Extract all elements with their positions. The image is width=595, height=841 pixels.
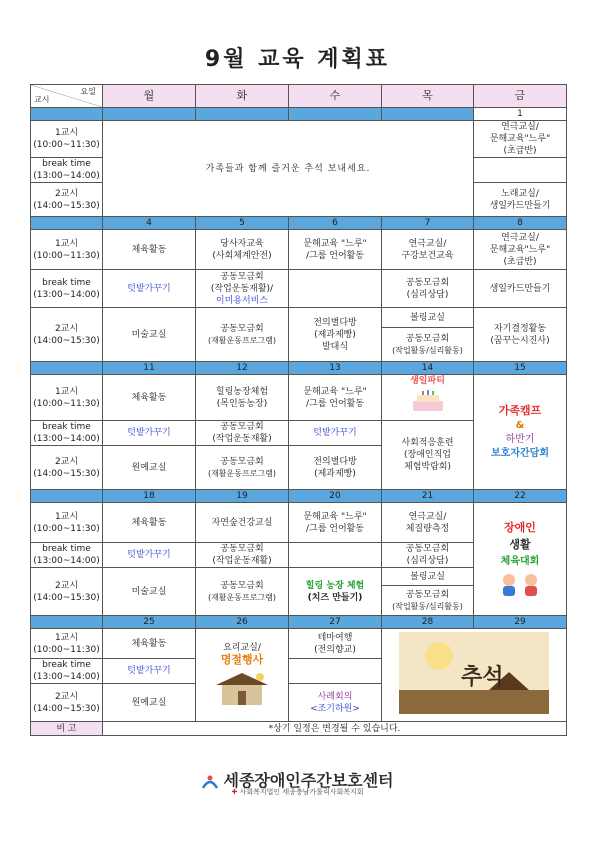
date-cell: 8: [474, 217, 567, 230]
date-cell: 1: [474, 108, 567, 121]
period-label: 2교시 (14:00~15:30): [31, 568, 103, 616]
week1-dates: [31, 108, 567, 121]
cell: 사회적응훈련 (장애인직업 체험박람회): [382, 421, 474, 490]
cell: 노래교실/ 생일카드만들기: [474, 183, 567, 217]
birthday-cake-icon: [405, 389, 451, 413]
chuseok-image: [382, 629, 567, 722]
cell: 자기결정활동 (꿈꾸는시진사): [474, 308, 567, 362]
date-cell: 13: [289, 362, 382, 375]
cell: 힐링 농장 체험 (치즈 만들기): [289, 568, 382, 616]
day-wed: 수: [289, 85, 382, 108]
cell: [474, 503, 567, 616]
cell: 전의별다방 (제과제빵) 발대식: [289, 308, 382, 362]
week5-dates: [31, 616, 567, 629]
cell: [474, 158, 567, 183]
cell: 테마여행 (전의향교): [289, 629, 382, 659]
cell: 요리교실/ 명절행사: [196, 629, 289, 722]
date-cell: 7: [382, 217, 474, 230]
chuseok-illustration: [399, 632, 549, 714]
date-cell: 29: [474, 616, 567, 629]
birthday-party-label: 생일파티: [410, 376, 445, 386]
cell: [289, 270, 382, 308]
week2-dates: [31, 217, 567, 230]
period-label: break time (13:00~14:00): [31, 421, 103, 446]
date-cell: [31, 362, 103, 375]
date-cell: [289, 108, 382, 121]
date-cell: [382, 108, 474, 121]
week3-p1: [31, 375, 567, 421]
cell: 연극교실/ 문해교육"느루" (초급반): [474, 230, 567, 270]
cell: [289, 659, 382, 684]
family-camp-poster: 가족캠프 & 하반기 보호자간담회: [491, 403, 549, 459]
cell: 당사자교육 (사회체계안전): [196, 230, 289, 270]
date-cell: [31, 217, 103, 230]
cell: 힐링농장체험 (목인동농장): [196, 375, 289, 421]
cell: 체육활동: [103, 375, 196, 421]
date-cell: 12: [196, 362, 289, 375]
page-title: 9월 교육 계획표: [204, 47, 391, 72]
cell: 연극교실/ 구강보건교육: [382, 230, 474, 270]
period-label: 2교시 (14:00~15:30): [31, 446, 103, 490]
date-cell: 28: [382, 616, 474, 629]
period-label: 2교시 (14:00~15:30): [31, 308, 103, 362]
date-cell: 11: [103, 362, 196, 375]
cell: 전의별다방 (제과제빵): [289, 446, 382, 490]
period-label: 2교시 (14:00~15:30): [31, 684, 103, 722]
week1-p1: [31, 121, 567, 158]
cell: 사례회의 <조기하원>: [289, 684, 382, 722]
cell: 텃밭가꾸기: [103, 543, 196, 568]
period-label: 1교시 (10:00~11:30): [31, 375, 103, 421]
week4-dates: [31, 490, 567, 503]
day-fri: 금: [474, 85, 567, 108]
date-cell: 14: [382, 362, 474, 375]
cell: 자연숲건강교실: [196, 503, 289, 543]
day-mon: 월: [103, 85, 196, 108]
cell: 공동모금회 (작업활동/심리활동): [382, 328, 474, 362]
date-cell: [103, 108, 196, 121]
cell: 텃밭가꾸기: [103, 659, 196, 684]
date-cell: 25: [103, 616, 196, 629]
period-label: 1교시 (10:00~11:30): [31, 503, 103, 543]
cell: 체육활동: [103, 230, 196, 270]
week2-p2a: [31, 308, 567, 328]
week3-dates: [31, 362, 567, 375]
date-cell: [31, 108, 103, 121]
cell: 공동모금회 (재활운동프로그램): [196, 308, 289, 362]
period-label: 1교시 (10:00~11:30): [31, 121, 103, 158]
cell: [474, 375, 567, 490]
day-tue: 화: [196, 85, 289, 108]
cell: 볼링교실: [382, 568, 474, 586]
cell: 체육활동: [103, 503, 196, 543]
date-cell: [31, 616, 103, 629]
cell: 공동모금회 (작업운동재활): [196, 543, 289, 568]
cross-icon: ✚: [231, 788, 238, 796]
chuseok-text: 추석: [461, 664, 504, 690]
period-label: break time (13:00~14:00): [31, 659, 103, 684]
cell: 공동모금회 (재활운동프로그램): [196, 568, 289, 616]
cell: 원예교실: [103, 684, 196, 722]
cell: 미술교실: [103, 568, 196, 616]
cell: 생일카드만들기: [474, 270, 567, 308]
center-name: 세종장애인주간보호센터: [0, 768, 595, 791]
remark-label: 비 고: [31, 722, 103, 736]
date-cell: 18: [103, 490, 196, 503]
period-label: break time (13:00~14:00): [31, 543, 103, 568]
header-row: [31, 85, 567, 108]
date-cell: 20: [289, 490, 382, 503]
corner-cell: [31, 85, 103, 108]
cell: 체육활동: [103, 629, 196, 659]
period-label: break time (13:00~14:00): [31, 270, 103, 308]
cell: 문해교육 "느루" /그룹 언어활동: [289, 375, 382, 421]
chuseok-notice: 가족들과 함께 즐거운 추석 보내세요.: [103, 121, 474, 217]
date-cell: 5: [196, 217, 289, 230]
corner-day-label: 요일: [80, 87, 96, 96]
date-cell: 26: [196, 616, 289, 629]
date-cell: 4: [103, 217, 196, 230]
cell: 공동모금회 (재활운동프로그램): [196, 446, 289, 490]
athletes-icon: [495, 572, 545, 598]
date-cell: 19: [196, 490, 289, 503]
day-thu: 목: [382, 85, 474, 108]
schedule-table: [30, 84, 567, 736]
week5-p1: [31, 629, 567, 659]
date-cell: [31, 490, 103, 503]
week4-p1: [31, 503, 567, 543]
period-label: 1교시 (10:00~11:30): [31, 629, 103, 659]
week2-break: [31, 270, 567, 308]
cell: [289, 543, 382, 568]
date-cell: 6: [289, 217, 382, 230]
remark-row: [31, 722, 567, 736]
cell: 문해교육 "느루" /그룹 언어활동: [289, 230, 382, 270]
corner-period-label: 교시: [34, 95, 50, 104]
sports-day-poster: 장애인 생활 체육대회: [500, 521, 540, 567]
cell: 공동모금회 (작업운동재활)/ 이미용서비스: [196, 270, 289, 308]
period-label: 1교시 (10:00~11:30): [31, 230, 103, 270]
cell: 공동모금회 (심리상담): [382, 270, 474, 308]
cell: 연극교실/ 체질량측정: [382, 503, 474, 543]
date-cell: 27: [289, 616, 382, 629]
cell: 원예교실: [103, 446, 196, 490]
cell: 미술교실: [103, 308, 196, 362]
date-cell: [196, 108, 289, 121]
period-label: break time (13:00~14:00): [31, 158, 103, 183]
cell: 텃밭가꾸기: [103, 421, 196, 446]
remark-text: *상기 일정은 변경될 수 있습니다.: [103, 722, 567, 736]
cell: 공동모금회 (작업활동/심리활동): [382, 586, 474, 616]
cell: 문해교육 "느루" /그룹 언어활동: [289, 503, 382, 543]
traditional-house-icon: [212, 669, 272, 709]
date-cell: 22: [474, 490, 567, 503]
cell: 연극교실/ 문해교육"느루" (초급반): [474, 121, 567, 158]
cell: 볼링교실: [382, 308, 474, 328]
cell: [382, 375, 474, 421]
period-label: 2교시 (14:00~15:30): [31, 183, 103, 217]
week2-p1: [31, 230, 567, 270]
org-name: ✚ 사회복지법인 세종충남가톨릭사회복지회: [231, 788, 364, 796]
cell: 텃밭가꾸기: [103, 270, 196, 308]
date-cell: 15: [474, 362, 567, 375]
date-cell: 21: [382, 490, 474, 503]
cell: 공동모금회 (심리상담): [382, 543, 474, 568]
cell: 텃밭가꾸기: [289, 421, 382, 446]
cell: 공동모금회 (작업운동재활): [196, 421, 289, 446]
